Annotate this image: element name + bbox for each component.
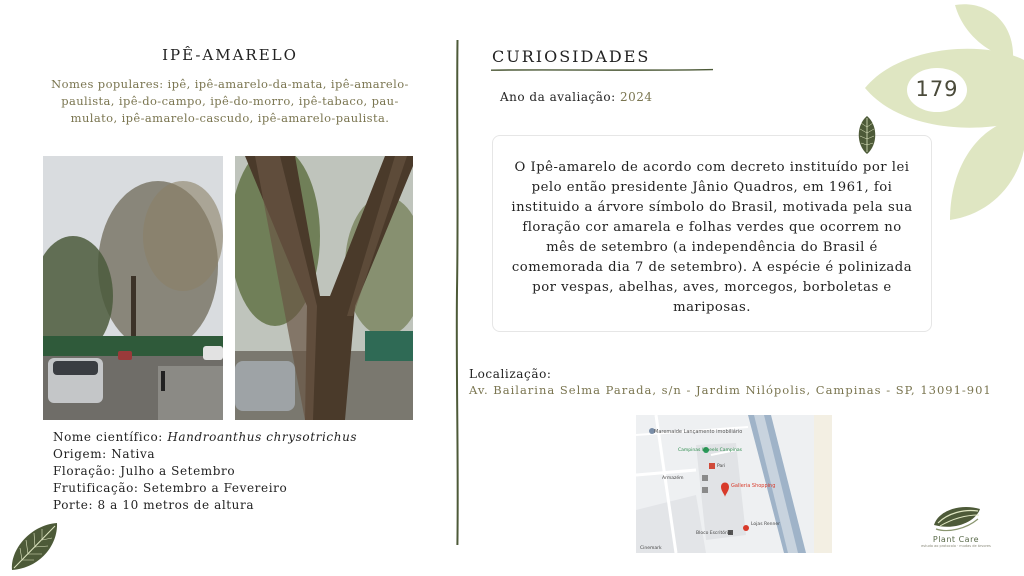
species-facts xyxy=(53,429,433,514)
scientific-name-value: Handroanthus chrysotrichus xyxy=(167,430,358,444)
logo-name: Plant Care xyxy=(932,535,980,544)
flowering-line: Floração: Julho a Setembro xyxy=(53,464,236,478)
vertical-divider xyxy=(455,40,460,545)
origin-line: Origem: Nativa xyxy=(53,447,156,461)
evaluation-year xyxy=(500,90,653,104)
location-label: Localização: xyxy=(469,367,552,381)
tree-photo-trunk xyxy=(235,156,413,420)
curiosities-title: CURIOSIDADES xyxy=(492,47,651,66)
location-map[interactable] xyxy=(636,415,832,553)
map-label-bloco: Bloco Escritório xyxy=(696,531,731,536)
map-label-armazem: Armazém xyxy=(662,476,684,481)
location-address: Av. Bailarina Selma Parada, s/n - Jardim Nilópolis, Campinas - SP, 13091-901 xyxy=(469,383,992,397)
map-label-north: Maremaide Lançamento imobiliário xyxy=(654,429,743,435)
size-line: Porte: 8 a 10 metros de altura xyxy=(53,498,255,512)
fruiting-line: Frutificação: Setembro a Fevereiro xyxy=(53,481,288,495)
plant-care-logo-icon xyxy=(930,503,982,535)
popular-names: Nomes populares: ipê, ipê-amarelo-da-mata, ipê-amarelo-paulista, ipê-do-campo, ipê-do-morro, ipê-tabaco, pau-mulato, ipê-amarelo-cascudo, ipê-amarelo-paulista. xyxy=(51,77,409,125)
scientific-name-label: Nome científico: xyxy=(53,430,168,444)
curiosities-box xyxy=(492,135,932,332)
evaluation-year-label: Ano da avaliação: xyxy=(500,90,620,104)
page-number: 179 xyxy=(915,77,959,101)
map-label-pin: Galleria Shopping xyxy=(731,483,776,489)
species-title: IPÊ-AMARELO xyxy=(162,46,298,64)
map-label-campinas: Campinas Wheels Campinas xyxy=(678,448,742,453)
logo-tagline: estudo ao protocolo · mudas de árvores xyxy=(921,544,991,548)
title-underline xyxy=(491,68,713,72)
plant-care-logo xyxy=(920,503,992,563)
map-label-cinema: Cinemark xyxy=(640,546,662,551)
tree-photo-street xyxy=(43,156,223,420)
corner-leaf-icon xyxy=(10,520,60,572)
map-label-pari: Pari xyxy=(717,464,726,469)
leaf-icon xyxy=(856,115,878,155)
scientific-name-line xyxy=(53,429,433,446)
curiosities-text: O Ipê-amarelo de acordo com decreto instituído por lei pelo então presidente Jânio Quadros, em 1961, foi instituido a árvore símbolo do Brasil, motivada pela sua floração cor amarela e folhas verdes que ocorrem no mês de setembro (a independência do Brasil é comemorada dia 7 de setembro). A espécie é polinizada por vespas, abelhas, aves, morcegos, borboletas e mariposas. xyxy=(511,160,913,315)
map-label-lojas: Lojas Renner xyxy=(751,522,780,527)
evaluation-year-value: 2024 xyxy=(619,90,653,104)
